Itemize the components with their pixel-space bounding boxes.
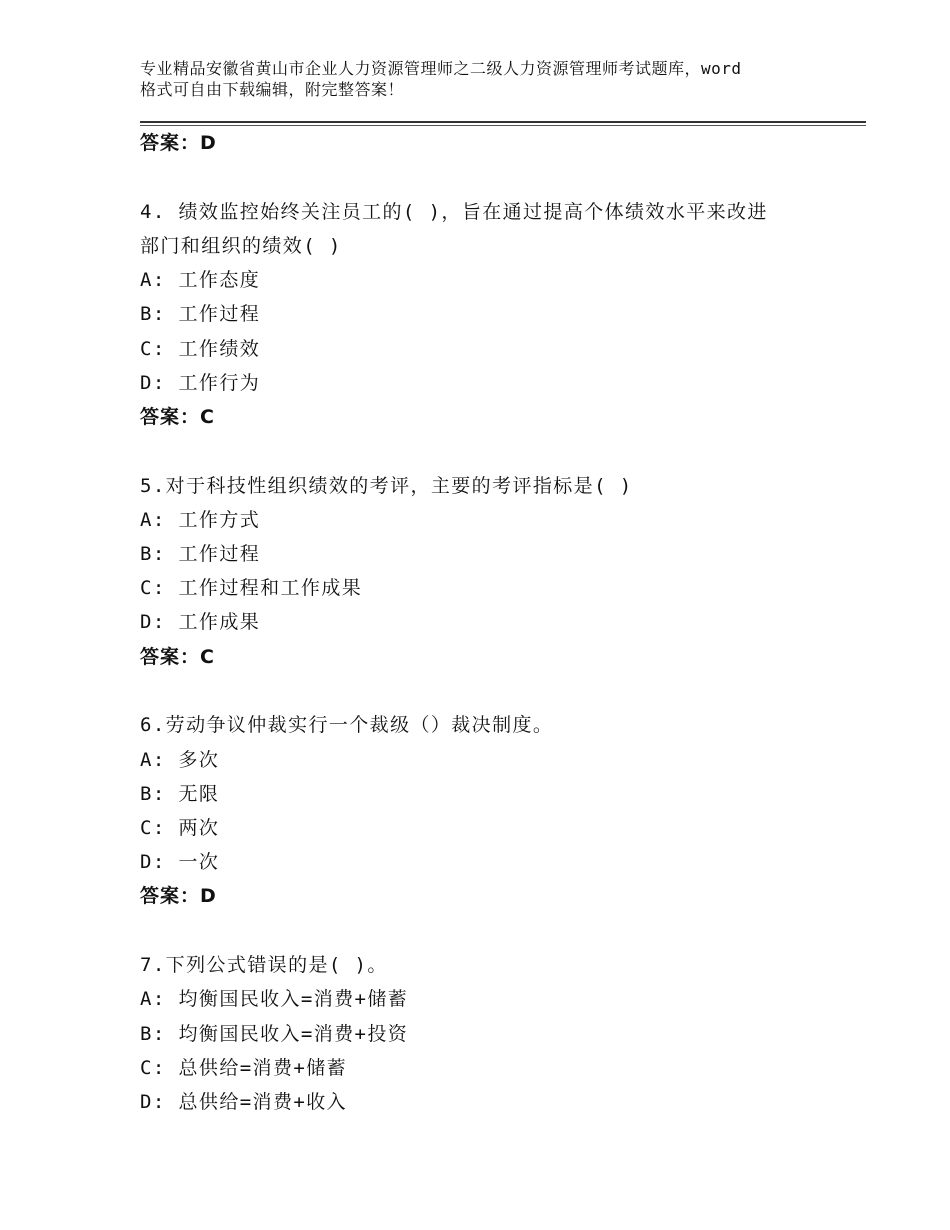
option-b: B: 无限 [140,782,220,805]
answer-line: 答案：D [140,885,217,908]
option-d: D: 总供给=消费+收入 [140,1090,347,1113]
option-b: B: 工作过程 [140,543,261,566]
option-a: A: 工作方式 [140,508,261,531]
question-block [140,708,866,913]
question-stem-continued: 部门和组织的绩效( ) [140,234,342,257]
header-divider [140,121,866,123]
question-stem: 5.对于科技性组织绩效的考评，主要的考评指标是( ) [140,474,633,497]
option-a: A: 工作态度 [140,269,261,292]
spacer [140,914,866,949]
question-stem: 4. 绩效监控始终关注员工的( )，旨在通过提高个体绩效水平来改进 [140,200,768,223]
option-b: B: 工作过程 [140,303,261,326]
option-a: A: 均衡国民收入=消费+储蓄 [140,988,409,1011]
question-block [140,195,866,434]
question-stem: 7.下列公式错误的是( )。 [140,954,388,977]
option-c: C: 总供给=消费+储蓄 [140,1056,347,1079]
option-a: A: 多次 [140,748,220,771]
option-b: B: 均衡国民收入=消费+投资 [140,1022,409,1045]
question-block [140,948,866,1119]
spacer [140,160,866,195]
option-c: C: 工作过程和工作成果 [140,577,363,600]
document-header [140,58,840,100]
option-c: C: 两次 [140,816,220,839]
option-d: D: 工作成果 [140,611,261,634]
option-c: C: 工作绩效 [140,337,261,360]
answer-line: 答案：D [140,132,217,154]
question-stem: 6.劳动争议仲裁实行一个裁级（）裁决制度。 [140,714,554,737]
spacer [140,434,866,469]
option-d: D: 一次 [140,851,220,874]
document-body [140,126,866,1119]
header-title-line-2: 格式可自由下载编辑，附完整答案！ [140,80,405,99]
spacer [140,674,866,709]
answer-line: 答案：C [140,645,215,668]
header-title-line-1: 专业精品安徽省黄山市企业人力资源管理师之二级人力资源管理师考试题库，word [140,59,742,78]
answer-line: 答案：C [140,405,215,428]
question-block [140,469,866,674]
option-d: D: 工作行为 [140,371,261,394]
